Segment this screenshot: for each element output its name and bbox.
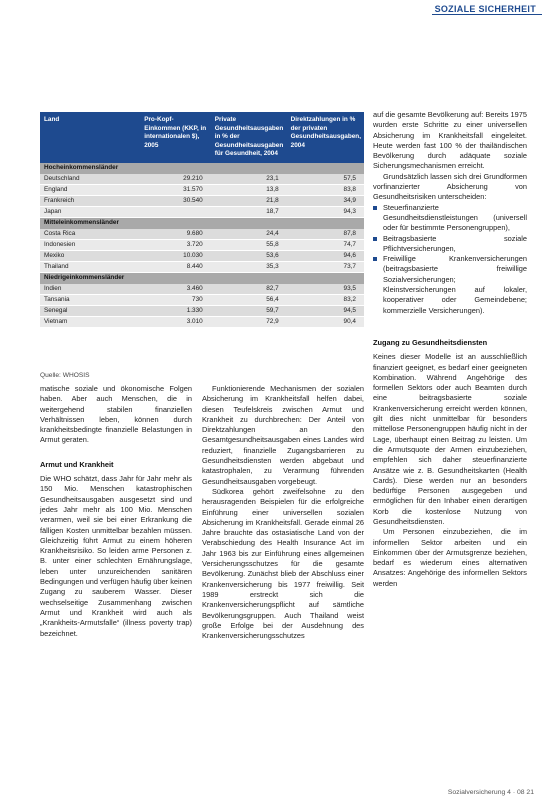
paragraph: Grundsätzlich lassen sich drei Grundformen vorfinanzierter Absicherung von Gesundheitsrisiken unterscheiden:	[373, 171, 527, 202]
column-header-private-spending: Private Gesundheitsausgaben in % der Gesundheitsausgaben für Gesundheit, 2004	[211, 112, 287, 163]
table-row: Senegal 1.330 59,7 94,5	[40, 306, 364, 317]
health-expenditure-table	[40, 112, 364, 328]
column-header-income: Pro-Kopf-Einkommen (KKP, in internationalen $), 2005	[140, 112, 211, 163]
list-item: Freiwillige Krankenversicherungen (beitragsbasierte freiwillige Sozialversicherungen; Kleinstversicherungen auf lokaler, kooperativer oder Gemeindebene; kommerzielle Versicherungen).	[373, 254, 527, 316]
text-column-2	[202, 384, 364, 641]
page-footer: Sozialversicherung 4 · 08 21	[447, 789, 534, 796]
table-header-row	[40, 112, 364, 163]
paragraph: matische soziale und ökonomische Folgen haben. Aber auch Menschen, die in weitergehend stabilen finanziellen Verhältnissen leben, können durch krankheitsbedingte finanzielle Belastungen in Armut geraten.	[40, 384, 192, 445]
list-item: Steuerfinanzierte Gesundheitsdienstleistungen (universell oder für bestimmte Personengruppen),	[373, 203, 527, 234]
column-header-out-of-pocket: Direktzahlungen in % der privaten Gesundheitsausgaben, 2004	[287, 112, 364, 163]
paragraph: Keines dieser Modelle ist an ausschließlich finanziert geeignet, es bedarf einer geeigneten Kombination. Während Angehörige des formellen Sektors oder auch Beamten durch eine beitragsbasierte soziale Krankenversicherung erreicht werden können, gilt dies nicht unmittelbar für besonders mittellose Personengruppen häufig nicht in der Lage, überhaupt einen Beitrag zu leisten. Um die Armutsquote der Armen einzubeziehen, empfehlen sich daher steuerfinanzierte Ansätze wie z. B. Gesundheitskarten (Health Cards). Diese werden nur an besonders bedürftige Personen ausgegeben und ermöglichen für den Inhaber einen derartigen Korb die kostenlose Nutzung von Gesundheitsdiensten.	[373, 352, 527, 526]
table-source: Quelle: WHOSIS	[40, 372, 90, 379]
table-group-row: Mitteleinkommensländer	[40, 218, 364, 229]
table-row: Indonesien 3.720 55,8 74,7	[40, 240, 364, 251]
table-row: Indien 3.460 82,7 93,5	[40, 284, 364, 295]
section-rule	[432, 14, 542, 15]
table-row: Thailand 8.440 35,3 73,7	[40, 262, 364, 273]
table-group-row: Niedrigeinkommensländer	[40, 273, 364, 284]
paragraph: Die WHO schätzt, dass Jahr für Jahr mehr als 150 Mio. Menschen katastrophischen Gesundheitsausgaben ausgesetzt sind und jedes Jahr mehr als 100 Mio. Menschen verarmen, weil sie bei einer Erkrankung die fälligen Kosten unmittelbar bezahlen müssen. Gleichzeitig führt Armut zu einem höheren Krankheitsrisiko. So leiden arme Personen z. B. unter einer schlechten Ernährungslage, leben unter unzureichenden sanitären Bedingungen und verfügen häufig über keinen Zugang zu sauberem Wasser. Dieser wechselseitige Zusammenhang zwischen Armut und Krankheit wird auch als „Krankheits-Armutsfalle“ (illness poverty trap) bezeichnet.	[40, 474, 192, 638]
table-row: Deutschland 29.210 23,1 57,5	[40, 174, 364, 185]
section-title: SOZIALE SICHERHEIT	[434, 4, 536, 14]
table-row: Mexiko 10.030 53,6 94,6	[40, 251, 364, 262]
text-column-3	[373, 110, 527, 589]
bullet-list	[373, 203, 527, 316]
table-row: Vietnam 3.010 72,9 90,4	[40, 317, 364, 328]
paragraph: Um Personen einzubeziehen, die im informellen Sektor arbeiten und ein Einkommen über der Armutsgrenze beziehen, bedarf es wiederum eines alternativen Ansatzes: Angehörige des informellen Sektors werden	[373, 527, 527, 588]
table-group-row: Hocheinkommensländer	[40, 163, 364, 174]
column-header-country: Land	[40, 112, 140, 163]
subheading-zugang-gesundheitsdienste: Zugang zu Gesundheitsdiensten	[373, 337, 488, 347]
table-row: Tansania 730 56,4 83,2	[40, 295, 364, 306]
table-row: England 31.570 13,8 83,8	[40, 185, 364, 196]
table-row: Japan 18,7 94,3	[40, 207, 364, 218]
list-item: Beitragsbasierte soziale Pflichtversicherungen,	[373, 234, 527, 255]
subheading-armut-und-krankheit: Armut und Krankheit	[40, 459, 114, 469]
table-row: Costa Rica 9.680 24,4 87,8	[40, 229, 364, 240]
text-column-1	[40, 384, 192, 639]
paragraph: Funktionierende Mechanismen der sozialen Absicherung im Krankheitsfall helfen dabei, diesen Teufelskreis zwischen Armut und Krankheit zu durchbrechen: Der Anteil von Direktzahlungen an den Gesamtgesundheitsausgaben eines Landes wird reduziert, finanzielle Zugangsbarrieren zu Gesundheitsdiensten werden abgebaut und katastrophalen, zu Verarmung führenden Gesundheitsausgaben vorgebeugt.	[202, 384, 364, 486]
table-row: Frankreich 30.540 21,8 34,9	[40, 196, 364, 207]
paragraph: Südkorea gehört zweifelsohne zu den herausragenden Beispielen für die erfolgreiche Einführung einer universellen sozialen Absicherung im Krankheitsfall. Gerade einmal 26 Jahre brauchte das ostasiatische Land von der Verabschiedung des Health Insurance Act im Jahr 1963 bis zur Einführung eines allgemeinen Versicherungsschutzes für die gesamte Bevölkerung. Zunächst blieb der Abschluss einer Krankenversicherung bis 1977 freiwillig. Seit 1989 erstreckt sich die Krankenversicherungspflicht auf sämtliche Bevölkerungsgruppen. Auch Thailand weist große Erfolge bei der Ausdehnung des Krankenversicherungsschutzes	[202, 486, 364, 641]
paragraph: auf die gesamte Bevölkerung auf: Bereits 1975 wurden erste Schritte zu einer universellen Absicherung im Krankheitsfall eingeleitet. Heute werden fast 100 % der thailändischen Bevölkerung durch adäquate soziale Sicherungsmechanismen erreicht.	[373, 110, 527, 171]
